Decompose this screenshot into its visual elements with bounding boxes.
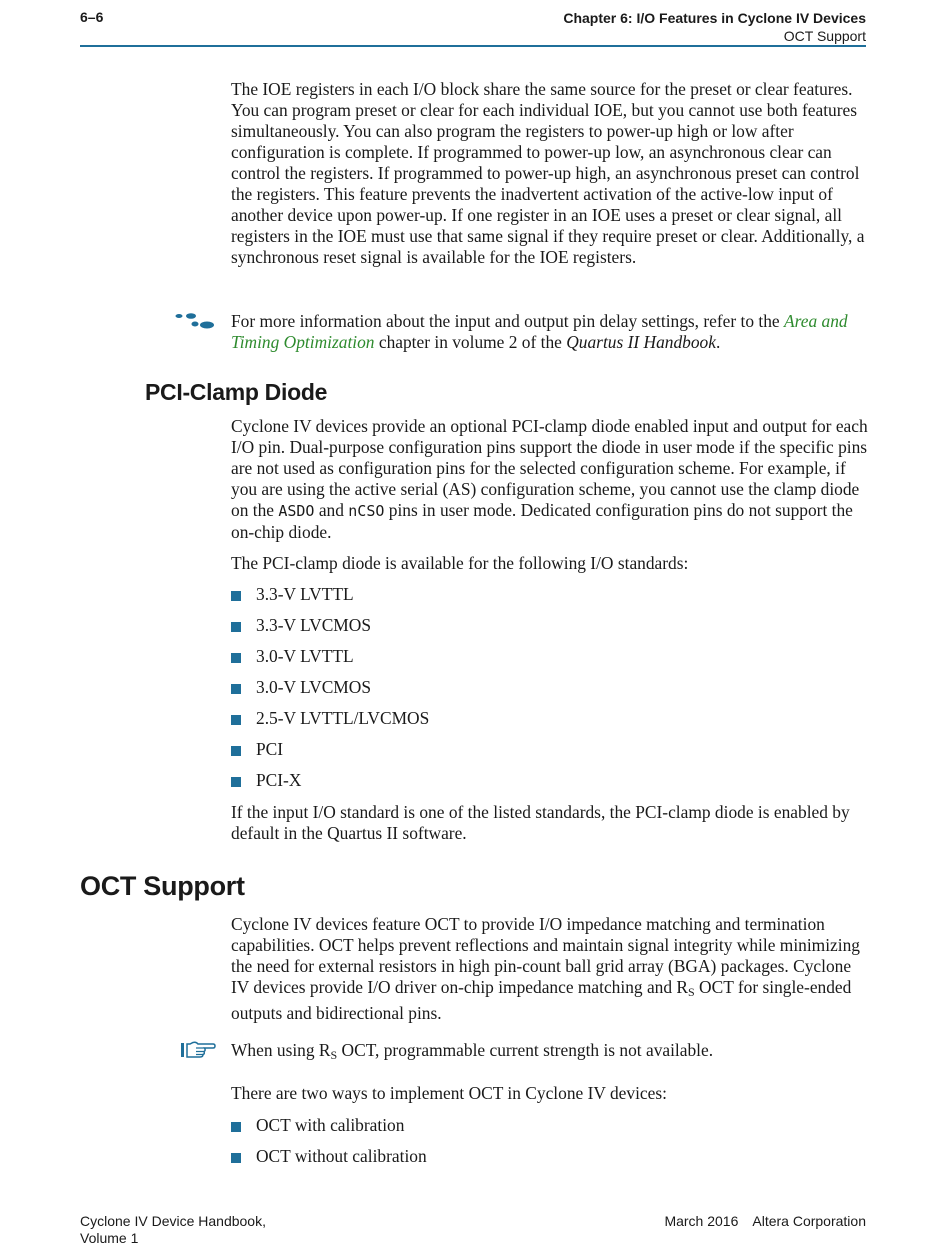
oct-para1-b: OCT for single-ended outputs and bidirectional pins. [231, 977, 852, 1023]
page-number: 6–6 [80, 9, 104, 25]
header-rule [80, 45, 866, 47]
oct-paragraph-1 [231, 914, 871, 1024]
bullet-square-icon [231, 653, 241, 663]
footer-book-line2: Volume 1 [80, 1230, 139, 1246]
oct-paragraph-2 [231, 1083, 871, 1104]
footer-meta [664, 1213, 866, 1229]
ncso-pin: nCSO [348, 502, 385, 520]
bullet-square-icon [231, 715, 241, 725]
oct-support-heading: OCT Support [80, 871, 245, 901]
oct-para2-text: There are two ways to implement OCT in Cyclone IV devices: [231, 1083, 667, 1103]
io-standards-list [231, 584, 871, 801]
bullet-square-icon [231, 591, 241, 601]
note-text-after: . [715, 332, 721, 352]
note-text-middle: chapter in volume 2 of the [374, 332, 567, 352]
rs-note-subscript: S [330, 1048, 338, 1062]
list-item: 3.0-V LVTTL [231, 646, 871, 677]
pci-para1-c: pins in user mode. Dedicated configuration pins do not support the on-chip diode. [231, 500, 853, 542]
bullet-square-icon [231, 1153, 241, 1163]
bullet-square-icon [231, 746, 241, 756]
pci-para1-b: and [314, 500, 349, 520]
ioe-paragraph-text: The IOE registers in each I/O block share the same source for the preset or clear features. You can program preset or clear for each individual IOE, but you cannot use both features simultaneously. You can also program the registers to power-up high or low after configuration is complete. If programmed to power-up low, an asynchronous clear can control the registers. If programmed to power-up high, an asynchronous preset can control the registers. This feature prevents the inadvertent activation of the active-low input of another device upon power-up. If one register in an IOE uses a preset or clear signal, all registers in the IOE must use that same signal if they require preset or clear. Additionally, a synchronous reset signal is available for the IOE registers. [231, 79, 865, 267]
list-item: 3.0-V LVCMOS [231, 677, 871, 708]
bullet-square-icon [231, 684, 241, 694]
pci-paragraph-3 [231, 802, 871, 844]
list-item: 2.5-V LVTTL/LVCMOS [231, 708, 871, 739]
quartus-handbook-title: Quartus II Handbook [566, 332, 716, 352]
more-info-note [231, 311, 871, 353]
chapter-title: Chapter 6: I/O Features in Cyclone IV Devices [563, 10, 866, 26]
pci-para2-text: The PCI-clamp diode is available for the following I/O standards: [231, 553, 689, 573]
list-item: PCI [231, 739, 871, 770]
running-header [563, 9, 866, 45]
list-item: 3.3-V LVCMOS [231, 615, 871, 646]
pci-paragraph-1 [231, 416, 871, 543]
pci-para1-a: Cyclone IV devices provide an optional PCI-clamp diode enabled input and output for each I/O pin. Dual-purpose configuration pins support the diode in user mode if the specific pins are not used as configuration pins for the selected configuration scheme. For example, if you are using the active serial (AS) configuration scheme, you cannot use the clamp diode on the [231, 416, 868, 520]
rs-oct-note [231, 1040, 871, 1066]
subscript-s: S [688, 985, 695, 999]
bullet-square-icon [231, 1122, 241, 1132]
list-item: OCT with calibration [231, 1115, 871, 1146]
list-item: PCI-X [231, 770, 871, 801]
list-item: OCT without calibration [231, 1146, 871, 1177]
oct-para1-a: Cyclone IV devices feature OCT to provide I/O impedance matching and termination capabilities. OCT helps prevent reflections and maintain signal integrity while minimizing the need for external resistors in high pin-count ball grid array (BGA) packages. Cyclone IV devices provide I/O driver on-chip impedance matching and R [231, 914, 860, 997]
area-timing-link[interactable]: Area and Timing Optimization [231, 311, 848, 352]
section-title: OCT Support [783, 28, 866, 44]
pci-clamp-heading: PCI-Clamp Diode [145, 379, 328, 405]
list-item: 3.3-V LVTTL [231, 584, 871, 615]
pointing-hand-icon [180, 1040, 216, 1060]
ioe-paragraph [231, 79, 871, 268]
footer-company: Altera Corporation [752, 1213, 866, 1229]
rs-note-b: OCT, programmable current strength is not available. [337, 1040, 714, 1060]
bullet-square-icon [231, 777, 241, 787]
bullet-square-icon [231, 622, 241, 632]
oct-ways-list [231, 1115, 871, 1177]
footer-date: March 2016 [664, 1213, 739, 1229]
footer-book-title [80, 1213, 266, 1247]
asdo-pin: ASDO [278, 502, 315, 520]
footer-book-line1: Cyclone IV Device Handbook, [80, 1213, 266, 1229]
rs-note-a: When using R [231, 1040, 331, 1060]
pci-para3-text: If the input I/O standard is one of the listed standards, the PCI-clamp diode is enabled by default in the Quartus II software. [231, 802, 850, 843]
note-text-before: For more information about the input and output pin delay settings, refer to the [231, 311, 785, 331]
footprints-note-icon [174, 312, 216, 330]
pci-paragraph-2 [231, 553, 871, 574]
